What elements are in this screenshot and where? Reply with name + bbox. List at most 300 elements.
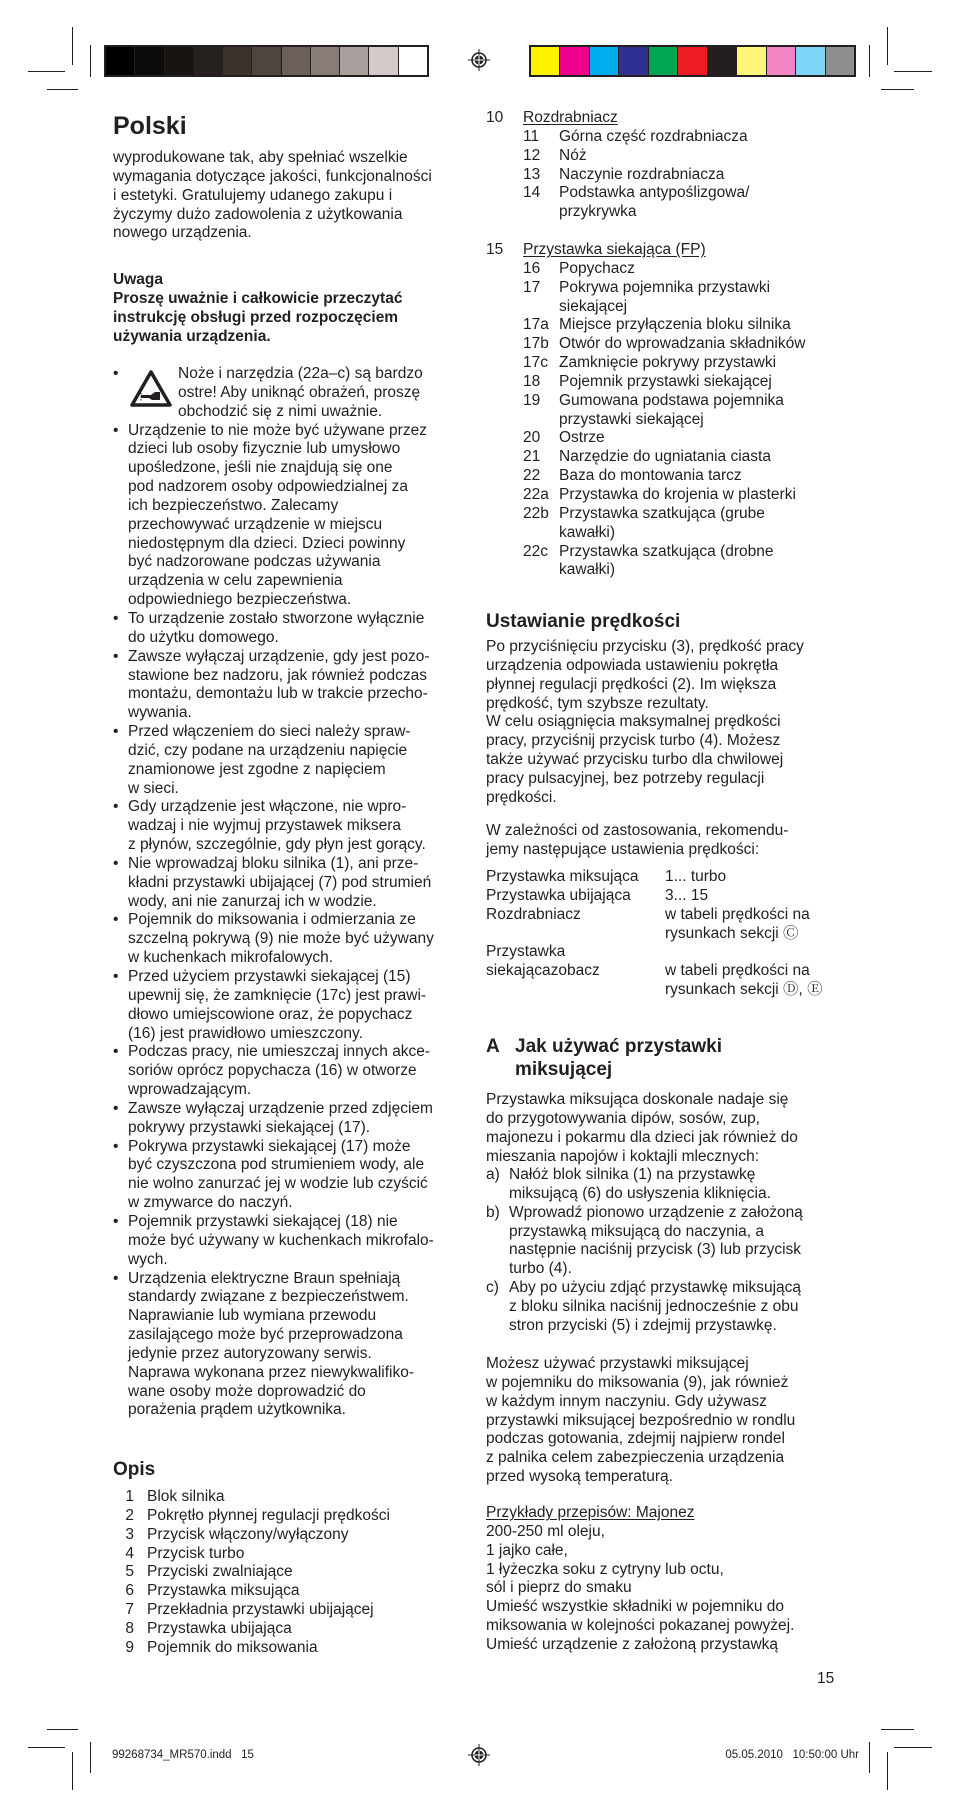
crop-mark — [894, 71, 932, 72]
text-line: przechowywać urządzenie w miejscu — [128, 515, 383, 533]
text-line: sól i pieprz do smaku — [486, 1579, 632, 1597]
list-item — [523, 448, 805, 467]
text-line: W zależności od zastosowania, rekomendu- — [486, 822, 789, 839]
text-line: instrukcję obsługi przed rozpoczęciem — [113, 308, 399, 326]
item-label — [559, 166, 724, 185]
item-number: 2 — [125, 1506, 134, 1524]
recipe — [486, 1504, 794, 1655]
footer-file-info: 99268734_MR570.indd 15 — [112, 1749, 254, 1761]
registration-mark-icon — [468, 49, 490, 71]
item-number: a) — [486, 1166, 500, 1183]
text-line: mieszania napojów i koktajli mlecznych: — [486, 1147, 760, 1165]
text-line: w tabeli prędkości na — [665, 905, 810, 923]
item-number: 22a — [523, 485, 549, 503]
text-line: • Urządzenia elektryczne Braun spełniają — [128, 1269, 401, 1287]
text-line: Naprawa wykonana przez niewykwalifiko- — [128, 1363, 415, 1381]
item-number: 9 — [125, 1638, 134, 1656]
text-line: nie wolno zanurzać jej w wodzie lub czyścić — [128, 1175, 428, 1193]
list-item — [523, 543, 805, 581]
text-line: ostre! Aby uniknąć obrażeń, proszę — [178, 383, 421, 401]
crop-mark — [894, 1747, 932, 1748]
color-swatch — [590, 47, 619, 75]
item-label — [559, 184, 749, 222]
section-a-paragraph — [486, 1355, 795, 1487]
item-number: 4 — [125, 1544, 134, 1562]
text-line: • Gdy urządzenie jest włączone, nie wpro- — [128, 798, 407, 816]
process-color-bar — [529, 45, 856, 77]
list-item — [113, 1601, 390, 1620]
text-line: zasilającego może być przeprowadzona — [128, 1326, 403, 1344]
text-line: turbo (4). — [509, 1260, 572, 1278]
item-label — [559, 354, 776, 373]
text-line: Pojemnik przystawki siekającej — [559, 372, 772, 390]
item-number: 8 — [125, 1619, 134, 1637]
text-line: majonezu i pokarmu dla dzieci jak również do — [486, 1128, 798, 1146]
bullet-item — [113, 610, 463, 648]
text-line: Wprowadź pionowo urządzenie z założoną — [509, 1203, 803, 1221]
speed-row — [486, 868, 823, 887]
section-a-steps — [486, 1166, 803, 1336]
text-line: Uwaga — [113, 271, 163, 288]
list-item — [523, 335, 805, 354]
color-swatch — [708, 47, 737, 75]
list-item — [523, 373, 805, 392]
text-line: wywania. — [128, 704, 192, 722]
text-line: porażenia prądem użytkownika. — [128, 1401, 346, 1419]
text-line: przed wysoką temperaturą. — [486, 1468, 673, 1486]
item-label — [559, 505, 765, 543]
list-item — [523, 316, 805, 335]
text-line: 1... turbo — [665, 868, 727, 885]
text-line: • Podczas pracy, nie umieszczaj innych akce- — [128, 1043, 431, 1061]
color-swatch — [560, 47, 589, 75]
recipe-title: Przykłady przepisów: Majonez — [486, 1504, 695, 1521]
item-number: 15 — [486, 241, 504, 258]
list-item — [523, 184, 749, 222]
item-number: c) — [486, 1279, 499, 1297]
text-line: rysunkach sekcji Ⓓ, Ⓔ — [665, 981, 823, 999]
list-item — [486, 1166, 803, 1204]
heading-line: miksującej — [515, 1059, 613, 1080]
text-line: płynnej regulacji prędkości (2). Im większa — [486, 675, 777, 693]
text-line: ich bezpieczeństwo. Zalecamy — [128, 496, 339, 514]
text-line: odpowiedniego bezpieczeństwa. — [128, 591, 352, 609]
item-number: 3 — [125, 1525, 134, 1543]
text-line: pokrywy przystawki siekającej (17). — [128, 1118, 371, 1136]
item-label — [147, 1582, 299, 1601]
text-line: kładni przystawki ubijającej (7) pod strumień — [128, 873, 432, 891]
text-line: może być używany w kuchenkach mikrofalo- — [128, 1231, 434, 1249]
item-number: 13 — [523, 165, 541, 183]
text-line: Po przyciśnięciu przycisku (3), prędkość pracy — [486, 638, 804, 655]
list-item — [523, 279, 805, 317]
list-item — [113, 1563, 390, 1582]
text-line: • Nie wprowadzaj bloku silnika (1), ani prze- — [128, 854, 419, 872]
text-line: Otwór do wprowadzania składników — [559, 335, 806, 353]
text-line: Nałóż blok silnika (1) na przystawkę — [509, 1166, 756, 1183]
bullet-item — [113, 422, 463, 610]
text-line: Umieść wszystkie składniki w pojemniku do — [486, 1598, 785, 1616]
item-label — [559, 467, 742, 486]
item-label — [559, 128, 748, 147]
section-a-paragraph — [486, 1091, 798, 1166]
item-label — [559, 543, 774, 581]
text-line: Narzędzie do ugniatania ciasta — [559, 448, 771, 466]
text-line: w zmywarce do naczyń. — [128, 1194, 293, 1212]
text-line: W celu osiągnięcia maksymalnej prędkości — [486, 713, 781, 731]
crop-mark — [869, 45, 870, 77]
text-line: Blok silnika — [147, 1488, 225, 1505]
text-line: dłowo umiejscowione oraz, że popychacz — [128, 1005, 413, 1023]
text-line: jedynie przez autoryzowany serwis. — [128, 1344, 372, 1362]
item-label — [147, 1545, 244, 1564]
speed-row — [486, 943, 823, 1000]
text-line: używania urządzenia. — [113, 327, 271, 345]
text-line: Możesz używać przystawki miksującej — [486, 1355, 749, 1372]
text-line: Ostrze — [559, 429, 605, 447]
text-line: życzymy dużo zadowolenia z użytkowania — [113, 205, 403, 223]
text-line: Nóż — [559, 146, 587, 164]
text-line: 3... 15 — [665, 886, 709, 904]
text-line: urządzenia w celu zapewnienia — [128, 572, 343, 590]
text-line: wane osoby może doprowadzić do — [128, 1382, 366, 1400]
text-line: w tabeli prędkości na — [665, 962, 810, 980]
text-line: do użytku domowego. — [128, 628, 279, 646]
text-line: Przystawka szatkująca (drobne — [559, 542, 774, 560]
item-label — [559, 392, 784, 430]
text-line: Podstawka antypoślizgowa/ — [559, 184, 750, 202]
color-swatch — [531, 47, 560, 75]
text-line: wadzaj i nie wyjmuj przystawek miksera — [128, 817, 402, 835]
text-line: Naprawianie lub wymiana przewodu — [128, 1307, 377, 1325]
item-number: 22b — [523, 504, 549, 522]
crop-mark — [869, 1742, 870, 1773]
color-swatch — [619, 47, 648, 75]
text-line: Naczynie rozdrabniacza — [559, 165, 725, 183]
item-number: 22 — [523, 467, 541, 485]
list-item — [486, 1204, 803, 1279]
item-number: 6 — [125, 1582, 134, 1600]
sharp-blade-warning-icon — [129, 369, 173, 409]
text-line: Popychacz — [559, 259, 635, 277]
list-item — [113, 1545, 390, 1564]
warning-bullet — [113, 365, 463, 422]
text-line: w każdym innym naczyniu. Gdy używasz — [486, 1392, 767, 1410]
text-line: Przekładnia przystawki ubijającej — [147, 1601, 374, 1619]
speed-paragraph — [486, 638, 804, 808]
item-number: 7 — [125, 1601, 134, 1619]
crop-mark — [28, 71, 65, 72]
bullet-item — [113, 1043, 463, 1100]
text-line: kawałki) — [559, 561, 615, 579]
text-line: w sieci. — [128, 779, 179, 797]
crop-mark — [887, 27, 888, 65]
crop-mark — [28, 1747, 65, 1748]
color-swatch — [737, 47, 766, 75]
text-line: Przystawka miksująca — [486, 868, 639, 885]
color-swatch — [194, 47, 223, 75]
text-line: • Pojemnik do miksowania i odmierzania ze — [128, 911, 416, 929]
text-line: Przystawka — [486, 943, 566, 961]
text-line: urządzenia odpowiada ustawieniu pokrętła — [486, 656, 779, 674]
text-line: prędkość, tym szybsze rezultaty. — [486, 694, 709, 712]
text-line: podczas gotowania, zdejmij najpierw rondel — [486, 1430, 785, 1448]
item-number: 17c — [523, 354, 548, 372]
text-line: Umieść urządzenie z założoną przystawką — [486, 1635, 779, 1653]
text-line: niedostępnym dla dzieci. Dzieci powinny — [128, 534, 406, 552]
item-label — [559, 429, 605, 448]
color-swatch — [340, 47, 369, 75]
registration-mark-icon — [468, 1744, 490, 1766]
color-swatch — [282, 47, 311, 75]
list-item — [523, 467, 805, 486]
speed-paragraph — [486, 822, 788, 860]
item-label — [147, 1526, 349, 1545]
list-item — [523, 354, 805, 373]
color-swatch — [649, 47, 678, 75]
text-line: stawione bez nadzoru, jak również podczas — [128, 666, 427, 684]
bullet-item — [113, 1100, 463, 1138]
text-line: przystawki miksującej bezpośrednio w rondlu — [486, 1411, 796, 1429]
item-label — [147, 1620, 292, 1639]
speed-row — [486, 906, 823, 944]
text-line: • Urządzenie to nie może być używane przez — [128, 421, 427, 439]
list-item — [113, 1582, 390, 1601]
text-line: • Przed użyciem przystawki siekającej (15) — [128, 968, 411, 985]
color-swatch — [796, 47, 825, 75]
item-label — [559, 373, 772, 392]
item-number: 12 — [523, 146, 541, 164]
item-number: 18 — [523, 372, 541, 390]
group-label: Rozdrabniacz — [523, 109, 618, 126]
item-label — [509, 1166, 771, 1204]
text-line: następnie naciśnij przycisk (3) lub przycisk — [509, 1241, 802, 1259]
text-line: nowego urządzenia. — [113, 224, 252, 242]
color-swatch — [223, 47, 252, 75]
text-line: dzić, czy podane na urządzeniu napięcie — [128, 741, 408, 759]
item-label — [147, 1601, 374, 1620]
color-swatch — [252, 47, 281, 75]
crop-mark — [90, 45, 91, 77]
text-line: także używać przycisku turbo dla chwilowej — [486, 751, 784, 769]
item-number: 10 — [486, 109, 504, 126]
heading-line: Jak używać przystawki — [515, 1036, 722, 1057]
text-line: soriów oprócz popychacza (16) w otworze — [128, 1062, 417, 1080]
text-line: 1 jajko całe, — [486, 1541, 568, 1559]
bullet-item — [113, 798, 463, 855]
color-swatch — [369, 47, 398, 75]
text-line: standardy związane z bezpieczeństwem. — [128, 1288, 409, 1306]
list-item — [113, 1639, 390, 1658]
text-line: być nadzorowane podczas używania — [128, 553, 381, 571]
item-label — [509, 1279, 801, 1336]
color-swatch — [399, 47, 427, 75]
item-number: b) — [486, 1203, 500, 1221]
text-line: Przystawka miksująca — [147, 1582, 300, 1600]
page-title: Polski — [113, 112, 187, 140]
crop-mark — [47, 89, 78, 90]
color-swatch — [678, 47, 707, 75]
bullet-item — [113, 648, 463, 723]
text-line: być czyszczona pod strumieniem wody, ale — [128, 1156, 425, 1174]
page-number: 15 — [817, 1670, 835, 1687]
list-item — [113, 1507, 390, 1526]
text-line: • Pokrywa przystawki siekającej (17) może — [128, 1137, 411, 1155]
speed-heading: Ustawianie prędkości — [486, 611, 681, 632]
parts-group-grinder — [486, 109, 749, 222]
text-line: z płynów, szczególnie, gdy płyn jest gorący. — [128, 836, 426, 854]
text-line: upewnij się, że zamknięcie (17c) jest prawi- — [128, 986, 427, 1004]
color-swatch — [767, 47, 796, 75]
crop-mark — [72, 1752, 73, 1790]
text-line: do przygotowywania dipów, sosów, zup, — [486, 1109, 760, 1127]
bullet-item — [113, 911, 463, 968]
text-line: • Przed włączeniem do sieci należy spraw- — [128, 723, 411, 741]
bullet-item — [113, 968, 463, 1043]
text-line: • Noże i narzędzia (22a–c) są bardzo — [178, 365, 423, 382]
text-line: Gumowana podstawa pojemnika — [559, 391, 784, 409]
text-line: dzieci lub osoby fizycznie lub umysłowo — [128, 440, 401, 458]
text-line: upośledzone, jeśli nie znajdują się one — [128, 459, 393, 477]
text-line: i estetyki. Gratulujemy udanego zakupu i — [113, 186, 393, 204]
text-line: Aby po użyciu zdjąć przystawkę miksującą — [509, 1279, 802, 1297]
list-item — [486, 1279, 803, 1336]
list-item — [523, 260, 805, 279]
list-item — [113, 1488, 390, 1507]
text-line: Przystawka szatkująca (grube — [559, 504, 765, 522]
text-line: • Pojemnik przystawki siekającej (18) nie — [128, 1212, 398, 1230]
text-line: miksującą (6) do usłyszenia kliknięcia. — [509, 1184, 771, 1202]
crop-mark — [47, 1729, 78, 1730]
crop-mark — [887, 1752, 888, 1790]
item-label — [147, 1488, 225, 1507]
item-label — [147, 1507, 390, 1526]
text-line: Pokrywa pojemnika przystawki — [559, 278, 771, 296]
text-line: Przycisk turbo — [147, 1544, 245, 1562]
text-line: rysunkach sekcji Ⓒ — [665, 924, 799, 942]
list-item — [523, 486, 805, 505]
text-line: 200-250 ml oleju, — [486, 1522, 605, 1540]
item-label — [559, 486, 796, 505]
list-item — [523, 147, 749, 166]
list-item — [523, 392, 805, 430]
crop-mark — [881, 89, 914, 90]
text-line: Pojemnik do miksowania — [147, 1638, 318, 1656]
text-line: Proszę uważnie i całkowicie przeczytać — [113, 289, 403, 307]
speed-table — [486, 868, 823, 1000]
item-number: 14 — [523, 184, 541, 202]
item-number: 16 — [523, 259, 541, 277]
item-number: 5 — [125, 1563, 134, 1581]
text-line: w pojemniku do miksowania (9), jak również — [486, 1373, 789, 1391]
text-line: Zamknięcie pokrywy przystawki — [559, 354, 777, 372]
text-line: wody, ani nie zanurzaj ich w wodzie. — [128, 892, 377, 910]
item-label — [147, 1639, 318, 1658]
list-item — [523, 429, 805, 448]
text-line: montażu, demontażu lub w trakcie przecho- — [128, 685, 428, 703]
text-line: wymagania dotyczące jakości, funkcjonalności — [113, 167, 432, 185]
text-line: w kuchenkach mikrofalowych. — [128, 949, 334, 967]
text-line: znamionowe jest zgodne z napięciem — [128, 760, 386, 778]
parts-group-food-processor — [486, 241, 805, 580]
item-label — [559, 448, 771, 467]
item-number: 21 — [523, 448, 541, 466]
text-line: siekającazobacz — [486, 962, 600, 980]
item-number: 1 — [125, 1488, 134, 1505]
opis-heading: Opis — [113, 1459, 156, 1480]
warning-text — [128, 365, 463, 422]
text-line: • To urządzenie zostało stworzone wyłącznie — [128, 609, 425, 627]
item-number: 11 — [523, 127, 540, 145]
parts-description-list — [113, 1488, 390, 1658]
list-item — [523, 166, 749, 185]
text-line: 1 łyżeczka soku z cytryny lub octu, — [486, 1560, 724, 1578]
speed-row — [486, 887, 823, 906]
list-item — [523, 505, 805, 543]
text-line: siekającej — [559, 297, 628, 315]
text-line: pod nadzorem osoby odpowiedzialnej za — [128, 478, 409, 496]
text-line: Przystawka do krojenia w plasterki — [559, 485, 796, 503]
text-line: obchodzić się z nimi uważnie. — [178, 402, 383, 420]
bullet-item — [113, 1213, 463, 1270]
color-swatch — [826, 47, 854, 75]
crop-mark — [72, 27, 73, 65]
text-line: Przystawka miksująca doskonale nadaje się — [486, 1091, 789, 1108]
text-line: Miejsce przyłączenia bloku silnika — [559, 316, 791, 334]
text-line: • Zawsze wyłączaj urządzenie przed zdjęciem — [128, 1099, 433, 1117]
item-label — [509, 1204, 803, 1279]
text-line: prędkości. — [486, 788, 557, 806]
item-label — [559, 279, 770, 317]
item-number: 20 — [523, 429, 541, 447]
bullet-item — [113, 1270, 463, 1421]
item-number: 17a — [523, 316, 549, 334]
text-line: jemy następujące ustawienia prędkości: — [486, 840, 760, 858]
text-line: kawałki) — [559, 523, 615, 541]
crop-mark — [881, 1729, 914, 1730]
text-line: wyprodukowane tak, aby spełniać wszelkie — [113, 149, 408, 166]
grayscale-color-bar — [104, 45, 429, 77]
text-line: przykrywka — [559, 203, 637, 221]
item-number: 19 — [523, 391, 541, 409]
safety-list — [113, 365, 463, 1420]
text-line: szczelną pokrywą (9) nie może być używany — [128, 930, 434, 948]
text-line: przystawką miksującą do naczynia, a — [509, 1222, 765, 1240]
list-item — [113, 1620, 390, 1639]
text-line: Przystawka ubijająca — [486, 886, 631, 904]
text-line: stron przyciski (5) i zdejmij przystawkę. — [509, 1316, 777, 1334]
text-line: z bloku silnika naciśnij jednocześnie z obu — [509, 1297, 799, 1315]
text-line: miksowania w kolejności pokazanej powyżej. — [486, 1617, 795, 1635]
notice-block — [113, 271, 402, 346]
text-line: • Zawsze wyłączaj urządzenie, gdy jest pozo- — [128, 647, 430, 665]
bullet-item — [113, 855, 463, 912]
bullet-item — [113, 1138, 463, 1213]
list-item — [113, 1526, 390, 1545]
text-line: pracy pulsacyjnej, bez potrzeby regulacji — [486, 769, 765, 787]
item-number: 17 — [523, 278, 541, 296]
bullet-item — [113, 723, 463, 798]
text-line: Baza do montowania tarcz — [559, 467, 742, 485]
color-swatch — [311, 47, 340, 75]
item-label — [147, 1563, 293, 1582]
section-letter: A — [486, 1036, 500, 1057]
text-line: Przyciski zwalniające — [147, 1563, 293, 1581]
text-line: Przycisk włączony/wyłączony — [147, 1525, 349, 1543]
text-line: Pokrętło płynnej regulacji prędkości — [147, 1506, 390, 1524]
text-line: Górna część rozdrabniacza — [559, 127, 748, 145]
text-line: wprowadzającym. — [128, 1081, 252, 1099]
